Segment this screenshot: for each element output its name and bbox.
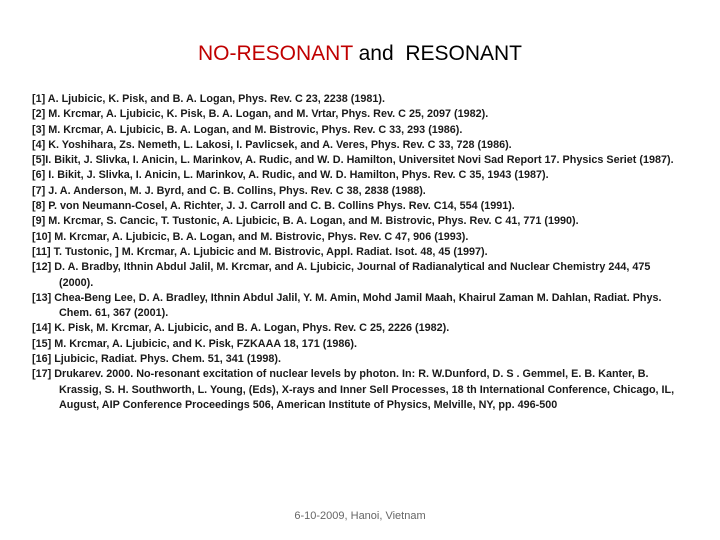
- reference-item-16: [16] Ljubicic, Radiat. Phys. Chem. 51, 341 (1998).: [32, 353, 282, 366]
- reference-item-17: [17] Drukarev. 2000. No-resonant excitation of nuclear levels by photon. In: R. W.Dunford, D. S . Gemmel, E. B. Kanter, B. Krassig, S. H. Southworth, L. Young, (Eds), X-rays and Inner Sell Processes, 18 th International Conference, Chicago, IL, August, AIP Conference Proceedings 506, American Institute of Physics, Melville, NY, pp. 496-500: [32, 368, 675, 411]
- reference-item-12: [12] D. A. Bradby, Ithnin Abdul Jalil, M. Krcmar, and A. Ljubicic, Journal of Radianalytical and Nuclear Chemistry 244, 475 (2000).: [32, 261, 651, 289]
- reference-item-4: [4] K. Yoshihara, Zs. Nemeth, L. Lakosi, I. Pavlicsek, and A. Veres, Phys. Rev. C 33, 728 (1986).: [32, 138, 512, 151]
- title-and: and: [358, 42, 394, 65]
- reference-item-15: [15] M. Krcmar, A. Ljubicic, and K. Pisk, FZKAAA 18, 171 (1986).: [32, 337, 358, 350]
- reference-item-5: [5]I. Bikit, J. Slivka, I. Anicin, L. Marinkov, A. Rudic, and W. D. Hamilton, Universitet Novi Sad Report 17. Physics Seriet (1987).: [32, 154, 674, 167]
- reference-item-1: [1] A. Ljubicic, K. Pisk, and B. A. Logan, Phys. Rev. C 23, 2238 (1981).: [32, 93, 386, 105]
- reference-item-7: [7] J. A. Anderson, M. J. Byrd, and C. B. Collins, Phys. Rev. C 38, 2838 (1988).: [32, 184, 426, 197]
- slide-footer: 6-10-2009, Hanoi, Vietnam: [294, 510, 426, 522]
- reference-item-6: [6] I. Bikit, J. Slivka, I. Anicin, L. Marinkov, A. Rudic, and W. D. Hamilton, Phys. Rev. C 35, 1943 (1987).: [32, 169, 549, 182]
- reference-list: [32, 92, 687, 413]
- reference-item-2: [2] M. Krcmar, A. Ljubicic, K. Pisk, B. A. Logan, and M. Vrtar, Phys. Rev. C 25, 2097 (1982).: [32, 108, 489, 121]
- title-no-resonant: NO-RESONANT: [197, 42, 353, 65]
- reference-item-8: [8] P. von Neumann-Cosel, A. Richter, J. J. Carroll and C. B. Collins Phys. Rev. C14, 554 (1991).: [32, 200, 515, 213]
- reference-item-9: [9] M. Krcmar, S. Cancic, T. Tustonic, A. Ljubicic, B. A. Logan, and M. Bistrovic, Phys. Rev. C 41, 771 (1990).: [32, 215, 579, 228]
- title-resonant: RESONANT: [405, 42, 523, 65]
- reference-item-14: [14] K. Pisk, M. Krcmar, A. Ljubicic, and B. A. Logan, Phys. Rev. C 25, 2226 (1982).: [32, 322, 450, 335]
- reference-item-13: [13] Chea-Beng Lee, D. A. Bradley, Ithnin Abdul Jalil, Y. M. Amin, Mohd Jamil Maah, Khairul Zaman M. Dahlan, Radiat. Phys. Chem. 61, 367 (2001).: [32, 291, 662, 320]
- reference-item-3: [3] M. Krcmar, A. Ljubicic, B. A. Logan, and M. Bistrovic, Phys. Rev. C 33, 293 (1986).: [32, 123, 463, 136]
- slide-title: [0, 42, 720, 66]
- reference-item-10: [10] M. Krcmar, A. Ljubicic, B. A. Logan, and M. Bistrovic, Phys. Rev. C 47, 906 (1993).: [32, 230, 469, 243]
- reference-item-11: [11] T. Tustonic, ] M. Krcmar, A. Ljubicic and M. Bistrovic, Appl. Radiat. Isot. 48, 45 (1997).: [32, 245, 488, 258]
